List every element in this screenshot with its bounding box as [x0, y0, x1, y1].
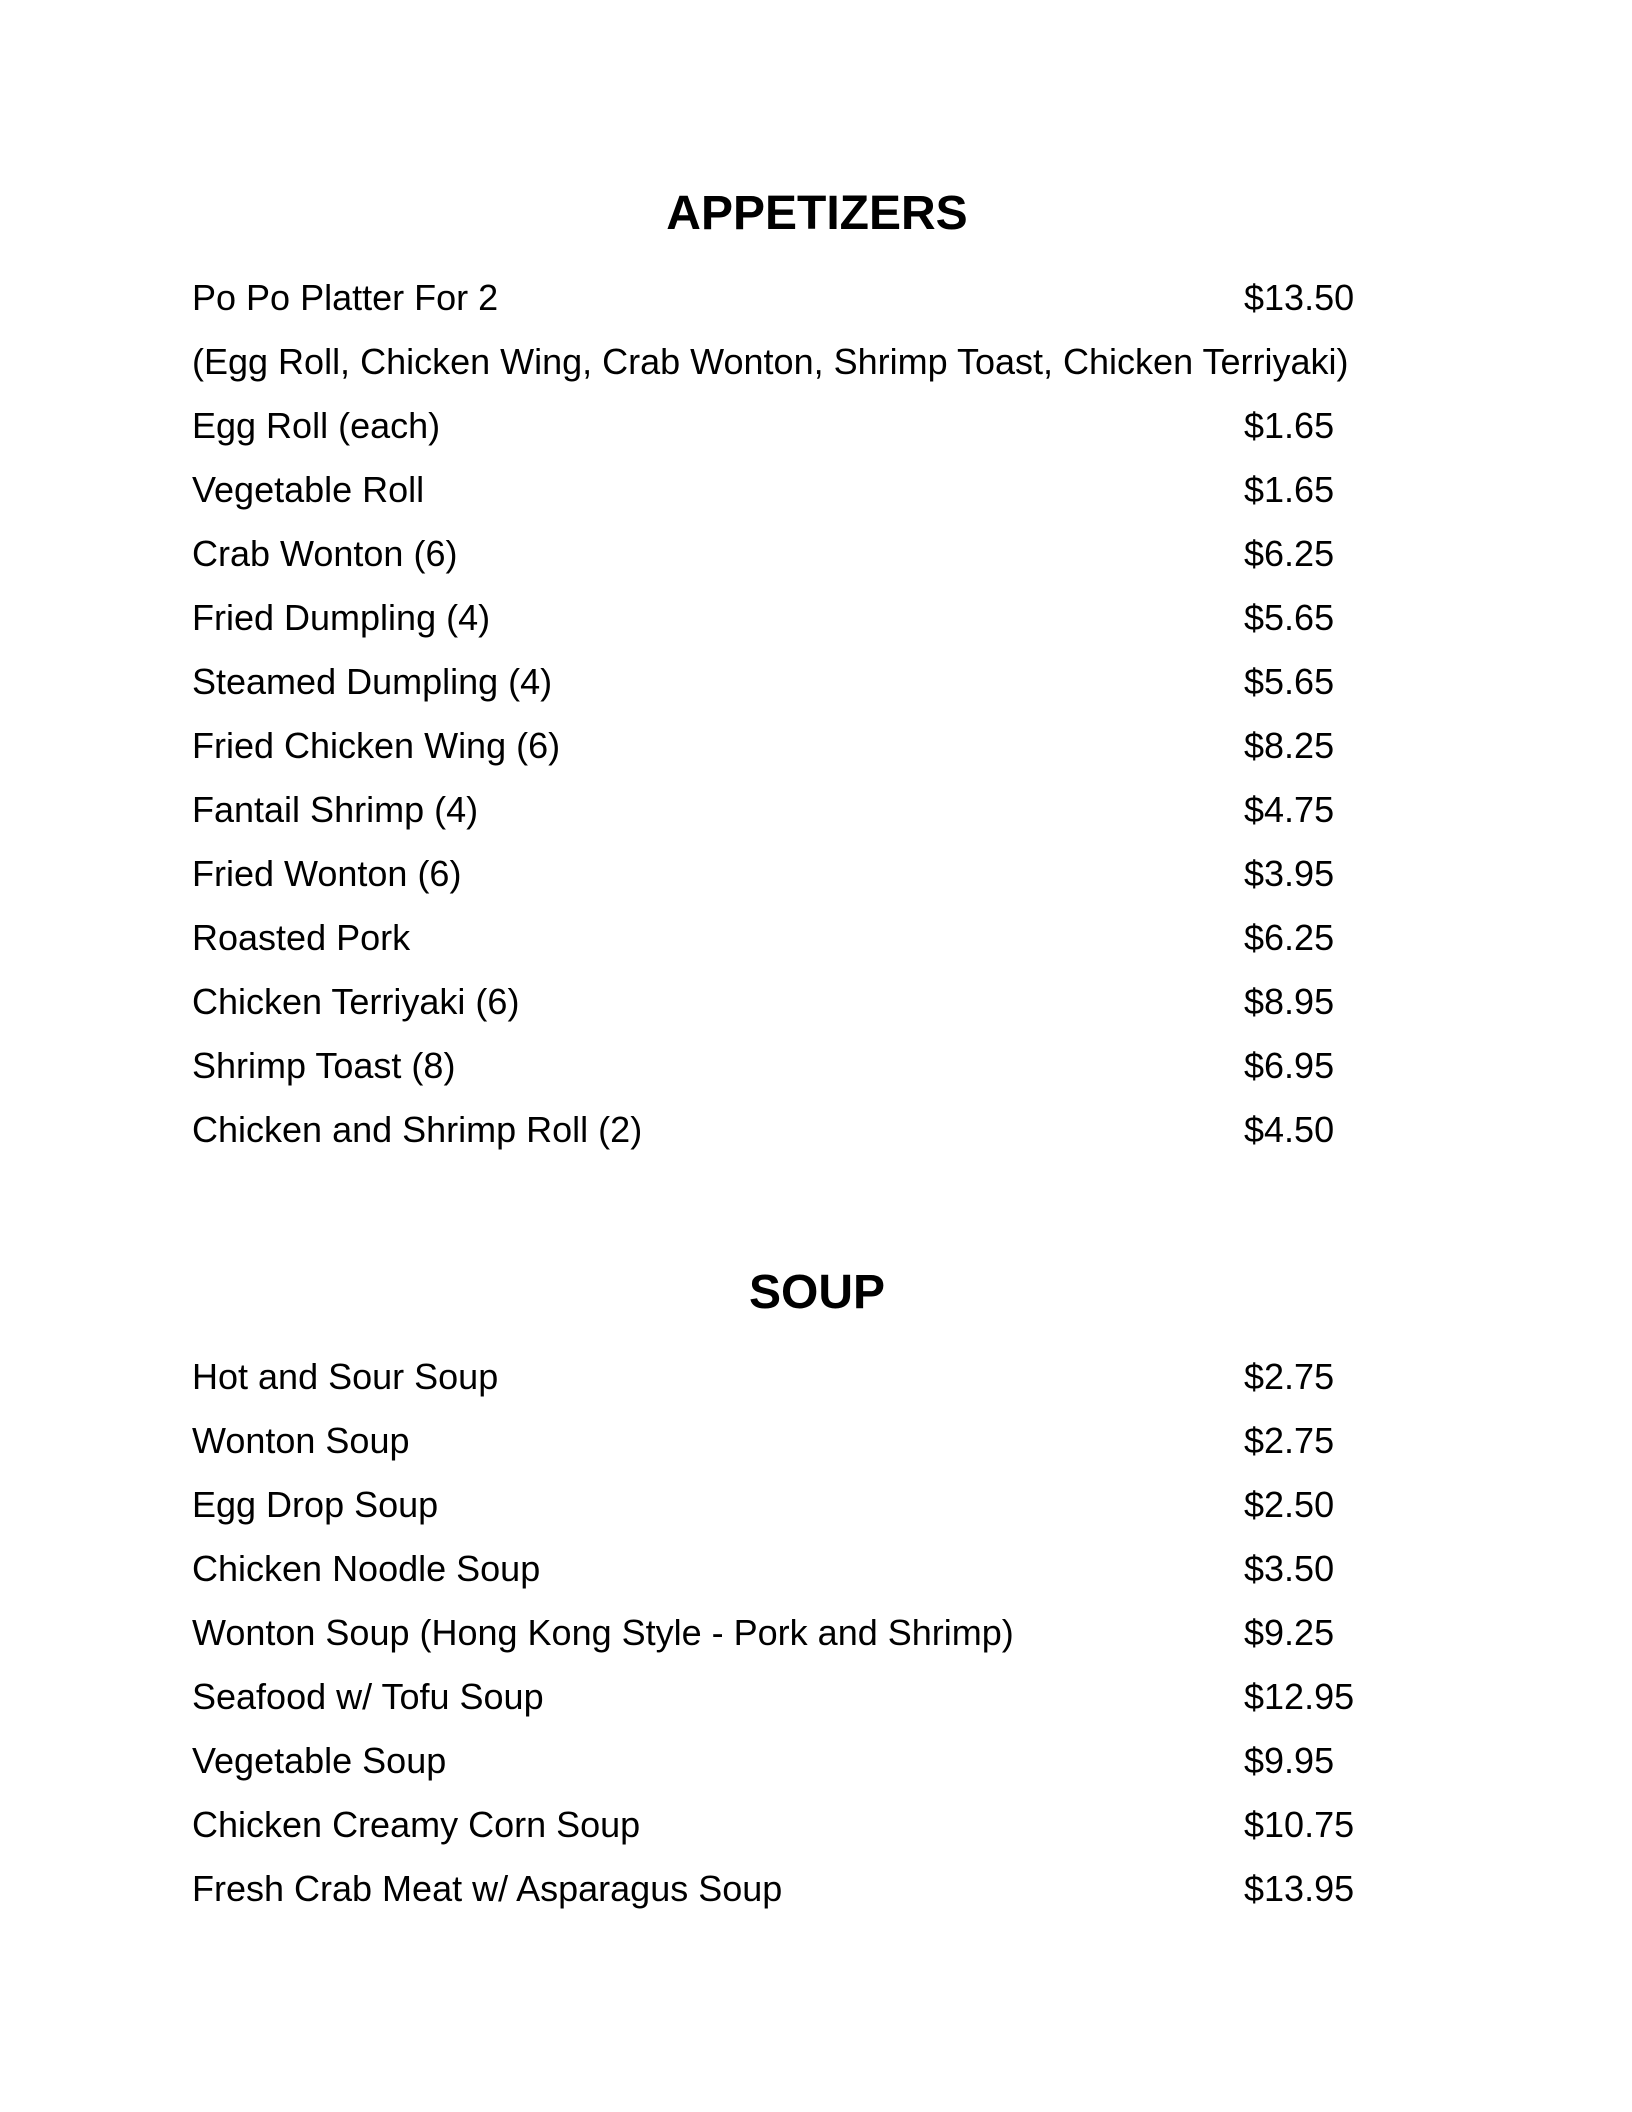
item-name: Wonton Soup (Hong Kong Style - Pork and Shrimp)	[192, 1612, 1014, 1653]
menu-item	[0, 906, 1632, 970]
item-name: Chicken Terriyaki (6)	[192, 981, 520, 1022]
item-description-text: (Egg Roll, Chicken Wing, Crab Wonton, Shrimp Toast, Chicken Terriyaki)	[192, 341, 1349, 382]
menu-item	[0, 586, 1632, 650]
menu-item	[0, 714, 1632, 778]
item-name: Vegetable Roll	[192, 469, 425, 510]
item-price: $5.65	[1244, 597, 1335, 638]
item-name: Chicken Noodle Soup	[192, 1548, 541, 1589]
item-price: $1.65	[1244, 469, 1335, 510]
soup-section	[0, 1265, 1632, 1921]
menu-item	[0, 970, 1632, 1034]
menu-item	[0, 458, 1632, 522]
item-name: Crab Wonton (6)	[192, 533, 458, 574]
item-price: $3.95	[1244, 853, 1335, 894]
menu-item	[0, 1857, 1632, 1921]
item-price: $5.65	[1244, 661, 1335, 702]
item-price: $6.25	[1244, 917, 1335, 958]
menu-item	[0, 842, 1632, 906]
item-price: $12.95	[1244, 1676, 1355, 1717]
item-price: $9.95	[1244, 1740, 1335, 1781]
item-name: Fried Wonton (6)	[192, 853, 462, 894]
menu-item	[0, 1034, 1632, 1098]
item-name: Egg Roll (each)	[192, 405, 441, 446]
item-description	[0, 330, 1632, 394]
item-price: $13.95	[1244, 1868, 1355, 1909]
item-price: $13.50	[1244, 277, 1355, 318]
item-name: Wonton Soup	[192, 1420, 410, 1461]
menu-item	[0, 1537, 1632, 1601]
item-price: $6.95	[1244, 1045, 1335, 1086]
item-price: $3.50	[1244, 1548, 1335, 1589]
item-price: $4.50	[1244, 1109, 1335, 1150]
item-name: Hot and Sour Soup	[192, 1356, 499, 1397]
soup-list	[0, 1345, 1632, 1921]
menu-item	[0, 1601, 1632, 1665]
item-name: Seafood w/ Tofu Soup	[192, 1676, 544, 1717]
item-name: Chicken and Shrimp Roll (2)	[192, 1109, 643, 1150]
appetizers-section	[0, 186, 1632, 1162]
item-price: $10.75	[1244, 1804, 1355, 1845]
item-price: $9.25	[1244, 1612, 1335, 1653]
item-name: Egg Drop Soup	[192, 1484, 439, 1525]
item-name: Fried Chicken Wing (6)	[192, 725, 561, 766]
menu-item	[0, 266, 1632, 330]
item-price: $8.25	[1244, 725, 1335, 766]
menu-item	[0, 522, 1632, 586]
menu-item	[0, 1098, 1632, 1162]
item-name: Vegetable Soup	[192, 1740, 447, 1781]
item-name: Chicken Creamy Corn Soup	[192, 1804, 641, 1845]
item-price: $6.25	[1244, 533, 1335, 574]
item-price: $2.75	[1244, 1420, 1335, 1461]
item-name: Steamed Dumpling (4)	[192, 661, 553, 702]
menu-item	[0, 650, 1632, 714]
item-price: $2.75	[1244, 1356, 1335, 1397]
menu-item	[0, 1729, 1632, 1793]
soup-heading: SOUP	[748, 1266, 886, 1319]
item-price: $2.50	[1244, 1484, 1335, 1525]
menu-item	[0, 1409, 1632, 1473]
item-name: Roasted Pork	[192, 917, 411, 958]
menu-item	[0, 778, 1632, 842]
item-price: $8.95	[1244, 981, 1335, 1022]
item-price: $4.75	[1244, 789, 1335, 830]
item-price: $1.65	[1244, 405, 1335, 446]
menu-item	[0, 1793, 1632, 1857]
menu-item	[0, 1473, 1632, 1537]
item-name: Fantail Shrimp (4)	[192, 789, 479, 830]
item-name: Fried Dumpling (4)	[192, 597, 491, 638]
appetizers-list	[0, 266, 1632, 1162]
appetizers-heading: APPETIZERS	[666, 187, 968, 240]
menu-item	[0, 1345, 1632, 1409]
item-name: Shrimp Toast (8)	[192, 1045, 456, 1086]
item-name: Po Po Platter For 2	[192, 277, 499, 318]
menu-item	[0, 394, 1632, 458]
item-name: Fresh Crab Meat w/ Asparagus Soup	[192, 1868, 783, 1909]
menu-item	[0, 1665, 1632, 1729]
